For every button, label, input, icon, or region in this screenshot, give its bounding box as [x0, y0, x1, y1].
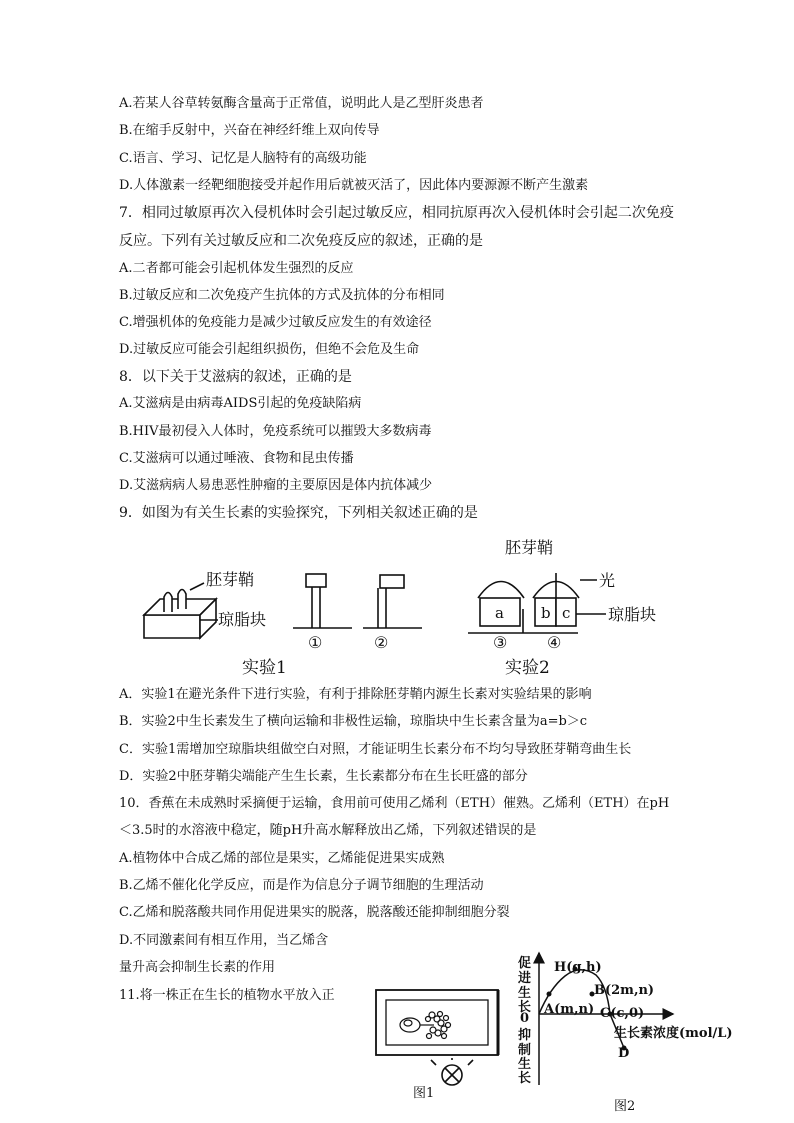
setup-2-number: ② — [374, 633, 389, 652]
exp2-caption: 实验2 — [505, 658, 550, 678]
y-label-up-1: 促 — [518, 956, 532, 971]
exp2-drawing — [468, 573, 606, 633]
q10-stem-line2: ＜3.5时的水溶液中稳定，随pH升高水解释放出乙烯，下列叙述错误的是 — [119, 823, 537, 838]
y-label-up-3: 生 — [518, 986, 532, 1001]
block-b-label: b — [541, 604, 551, 622]
setup-2-drawing — [363, 575, 422, 628]
q10-option-a: A.植物体中合成乙烯的部位是果实，乙烯能促进果实成熟 — [119, 851, 445, 866]
q9-option-d: D．实验2中胚芽鞘尖端能产生生长素，生长素都分布在生长旺盛的部分 — [119, 769, 528, 784]
fig2 — [510, 950, 750, 1120]
q9-figure — [130, 535, 670, 685]
exp2-agar-label: 琼脂块 — [608, 605, 657, 624]
q10-stem-line1: 10．香蕉在未成熟时采摘便于运输，食用前可使用乙烯利（ETH）催熟。乙烯利（ETH）在pH — [119, 796, 670, 811]
fig2-caption: 图2 — [614, 1099, 636, 1114]
point-a — [547, 992, 552, 997]
q9-option-c: C．实验1需增加空琼脂块组做空白对照，才能证明生长素分布不均匀导致胚芽鞘弯曲生长 — [119, 742, 632, 757]
setup-1-number: ① — [308, 633, 323, 652]
label-a: A(m,n) — [544, 1002, 595, 1017]
q7-stem-line2: 反应。下列有关过敏反应和二次免疫反应的叙述，正确的是 — [119, 233, 483, 249]
label-h: H(g,h) — [554, 960, 602, 975]
fig1-plant-drawing — [400, 1012, 451, 1039]
exp1-caption: 实验1 — [242, 658, 287, 678]
light-label: 光 — [599, 571, 616, 590]
setup-1-drawing — [293, 574, 352, 628]
q6-option-d: D.人体激素一经靶细胞接受并起作用后就被灭活了，因此体内要源源不断产生激素 — [119, 178, 589, 193]
q7-option-b: B.过敏反应和二次免疫产生抗体的方式及抗体的分布相同 — [119, 288, 445, 303]
label-d: D — [618, 1046, 630, 1061]
fig1-caption: 图1 — [413, 1086, 435, 1101]
block-c-label: c — [562, 604, 571, 622]
y-label-down-1: 抑 — [518, 1028, 532, 1043]
y-label-down-3: 生 — [518, 1057, 532, 1072]
q10-option-d-line1: D.不同激素间有相互作用，当乙烯含 — [119, 933, 329, 948]
q7-option-a: A.二者都可能会引起机体发生强烈的反应 — [119, 261, 354, 276]
label-b: B(2m,n) — [594, 983, 655, 998]
y-label-up-2: 进 — [518, 971, 532, 986]
q8-stem: 8．以下关于艾滋病的叙述，正确的是 — [119, 369, 352, 385]
block-a-label: a — [495, 604, 504, 622]
fig1 — [370, 985, 530, 1105]
q6-option-c: C.语言、学习、记忆是人脑特有的高级功能 — [119, 151, 367, 166]
q8-option-d: D.艾滋病病人易患恶性肿瘤的主要原因是体内抗体减少 — [119, 478, 433, 493]
q9-stem: 9．如图为有关生长素的实验探究，下列相关叙述正确的是 — [119, 505, 478, 521]
y-label-up-4: 长 — [518, 1000, 532, 1015]
q9-option-b: B．实验2中生长素发生了横向运输和非极性运输，琼脂块中生长素含量为a=b＞c — [119, 714, 588, 729]
q8-option-b: B.HIV最初侵入人体时，免疫系统可以摧毁大多数病毒 — [119, 424, 432, 439]
x-axis-label: 生长素浓度(mol/L) — [614, 1026, 733, 1041]
y-label-down-2: 制 — [518, 1043, 532, 1058]
q10-option-c: C.乙烯和脱落酸共同作用促进果实的脱落，脱落酸还能抑制细胞分裂 — [119, 905, 510, 920]
y-label-down-4: 长 — [518, 1071, 532, 1086]
q8-option-a: A.艾滋病是由病毒AIDS引起的免疫缺陷病 — [119, 396, 362, 411]
q9-option-a: A．实验1在避光条件下进行实验，有利于排除胚芽鞘内源生长素对实验结果的影响 — [119, 687, 592, 702]
setup-4-number: ④ — [547, 633, 562, 652]
exp1-agar-label: 琼脂块 — [218, 610, 267, 629]
exp1-agar-block-drawing — [144, 583, 218, 638]
q10-option-b: B.乙烯不催化化学反应，而是作为信息分子调节细胞的生理活动 — [119, 878, 484, 893]
exp2-coleoptile-label: 胚芽鞘 — [505, 538, 554, 557]
q7-stem-line1: 7．相同过敏原再次入侵机体时会引起过敏反应，相同抗原再次入侵机体时会引起二次免疫 — [119, 205, 674, 221]
setup-3-number: ③ — [493, 633, 508, 652]
lamp-icon — [431, 1058, 473, 1085]
y-zero-label: 0 — [520, 1011, 530, 1026]
label-c: C(c,0) — [600, 1006, 645, 1021]
q8-option-c: C.艾滋病可以通过唾液、食物和昆虫传播 — [119, 451, 354, 466]
q11-stem: 11.将一株正在生长的植物水平放入正 — [119, 988, 335, 1003]
exp1-coleoptile-label: 胚芽鞘 — [206, 570, 255, 589]
q10-option-d-line2: 量升高会抑制生长素的作用 — [119, 960, 276, 975]
q6-option-a: A.若某人谷草转氨酶含量高于正常值，说明此人是乙型肝炎患者 — [119, 96, 484, 111]
q7-option-c: C.增强机体的免疫能力是减少过敏反应发生的有效途径 — [119, 315, 432, 330]
q7-option-d: D.过敏反应可能会引起组织损伤，但绝不会危及生命 — [119, 342, 420, 357]
q6-option-b: B.在缩手反射中，兴奋在神经纤维上双向传导 — [119, 123, 380, 138]
